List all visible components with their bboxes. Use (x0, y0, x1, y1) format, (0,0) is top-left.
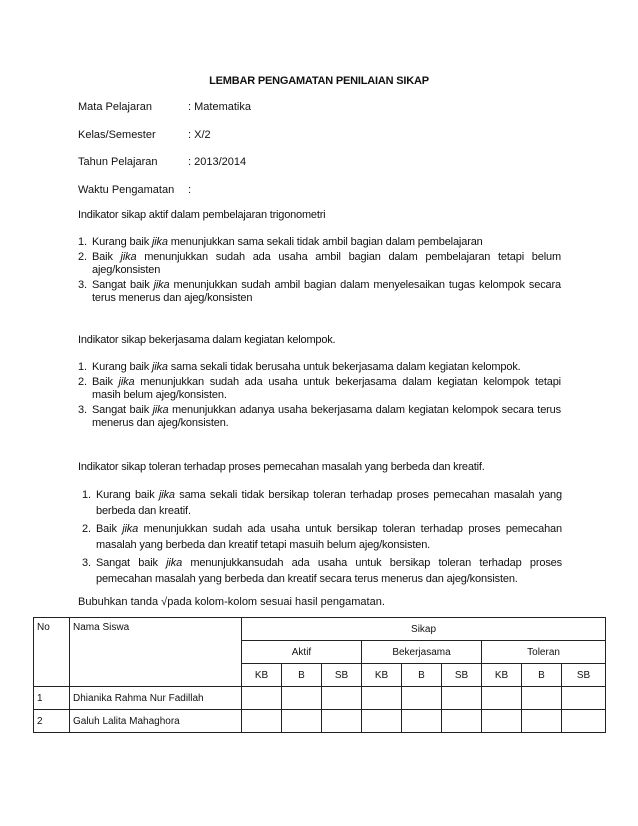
document-title: LEMBAR PENGAMATAN PENILAIAN SIKAP (209, 75, 429, 87)
list-number: 3. (78, 279, 87, 291)
check-cell[interactable] (282, 687, 322, 710)
sub-kb: KB (482, 664, 522, 687)
row-no: 1 (34, 687, 70, 710)
check-cell[interactable] (442, 710, 482, 733)
sub-sb: SB (322, 664, 362, 687)
list-number: 2. (82, 523, 91, 535)
info-label: Kelas/Semester (78, 129, 156, 141)
sub-kb: KB (362, 664, 402, 687)
list-item: 3. Sangat baik jika menunjukkan sudah ambil bagian dalam menyelesaikan tugas kelompok secara terus menerus dan ajeg/konsisten (78, 279, 561, 304)
table-row (34, 687, 606, 710)
group-aktif: Aktif (242, 641, 362, 664)
row-name: Dhianika Rahma Nur Fadillah (70, 687, 242, 710)
list-item: 2. Baik jika menunjukkan sudah ada usaha untuk bekerjasama dalam kegiatan kelompok tetapi masih belum ajeg/konsisten. (78, 376, 561, 401)
indicator-heading-cooperation: Indikator sikap bekerjasama dalam kegiatan kelompok. (78, 334, 336, 346)
indicator-heading-active: Indikator sikap aktif dalam pembelajaran trigonometri (78, 209, 326, 221)
check-cell[interactable] (522, 710, 562, 733)
check-cell[interactable] (322, 710, 362, 733)
table-row (34, 710, 606, 733)
list-item: 3. Sangat baik jika menunjukkansudah ada usaha untuk bersikap toleran terhadap proses pemecahan masalah yang berbeda dan kreatif secara terus menerus dan ajeg/konsisten. (82, 557, 562, 585)
list-number: 3. (82, 557, 91, 569)
indicator-heading-tolerance: Indikator sikap toleran terhadap proses pemecahan masalah yang berbeda dan kreatif. (78, 461, 485, 473)
row-name: Galuh Lalita Mahaghora (70, 710, 242, 733)
list-number: 1. (78, 236, 87, 248)
list-item: 3. Sangat baik jika menunjukkan adanya usaha bekerjasama dalam kegiatan kelompok secara terus menerus dan ajeg/konsisten. (78, 404, 562, 429)
info-value: : (188, 184, 192, 196)
list-number: 2. (78, 376, 87, 388)
check-cell[interactable] (282, 710, 322, 733)
indicator-list-cooperation (78, 361, 561, 432)
info-label: Mata Pelajaran (78, 101, 152, 113)
check-cell[interactable] (442, 687, 482, 710)
sub-sb: SB (562, 664, 606, 687)
info-value: : X/2 (188, 129, 211, 141)
check-cell[interactable] (242, 687, 282, 710)
table-header-row (34, 618, 606, 641)
check-cell[interactable] (402, 687, 442, 710)
row-no: 2 (34, 710, 70, 733)
check-cell[interactable] (322, 687, 362, 710)
info-value: : Matematika (188, 101, 251, 113)
list-item: 1. Kurang baik jika menunjukkan sama sekali tidak ambil bagian dalam pembelajaran (78, 236, 483, 248)
observation-table (33, 617, 606, 733)
sub-b: B (402, 664, 442, 687)
check-cell[interactable] (522, 687, 562, 710)
group-bekerjasama: Bekerjasama (362, 641, 482, 664)
list-item: 1. Kurang baik jika sama sekali tidak bersikap toleran terhadap proses pemecahan masalah yang berbeda dan kreatif. (82, 489, 562, 517)
info-value: : 2013/2014 (188, 156, 247, 168)
check-cell[interactable] (562, 687, 606, 710)
check-cell[interactable] (482, 687, 522, 710)
header-name: Nama Siswa (70, 618, 242, 687)
instruction-text: Bubuhkan tanda √pada kolom-kolom sesuai hasil pengamatan. (78, 596, 385, 608)
check-cell[interactable] (482, 710, 522, 733)
info-label: Waktu Pengamatan (78, 184, 175, 196)
group-toleran: Toleran (482, 641, 606, 664)
check-cell[interactable] (362, 687, 402, 710)
sub-kb: KB (242, 664, 282, 687)
sub-b: B (282, 664, 322, 687)
indicator-list-tolerance (82, 487, 562, 589)
list-number: 1. (78, 361, 87, 373)
check-cell[interactable] (242, 710, 282, 733)
list-item: 1. Kurang baik jika sama sekali tidak berusaha untuk bekerjasama dalam kegiatan kelompok. (78, 361, 521, 373)
list-number: 3. (78, 404, 87, 416)
check-cell[interactable] (362, 710, 402, 733)
sub-sb: SB (442, 664, 482, 687)
list-item: 2. Baik jika menunjukkan sudah ada usaha untuk bersikap toleran terhadap proses pemecahan masalah yang berbeda dan kreatif tetapi masuih belum ajeg/konsisten. (82, 523, 562, 551)
sub-b: B (522, 664, 562, 687)
list-item: 2. Baik jika menunjukkan sudah ada usaha ambil bagian dalam pembelajaran tetapi belum ajeg/konsisten (78, 251, 561, 276)
list-number: 2. (78, 251, 87, 263)
header-sikap: Sikap (242, 618, 606, 641)
indicator-list-active (78, 236, 561, 307)
check-cell[interactable] (402, 710, 442, 733)
info-label: Tahun Pelajaran (78, 156, 158, 168)
header-no: No (34, 618, 70, 687)
check-cell[interactable] (562, 710, 606, 733)
list-number: 1. (82, 489, 91, 501)
